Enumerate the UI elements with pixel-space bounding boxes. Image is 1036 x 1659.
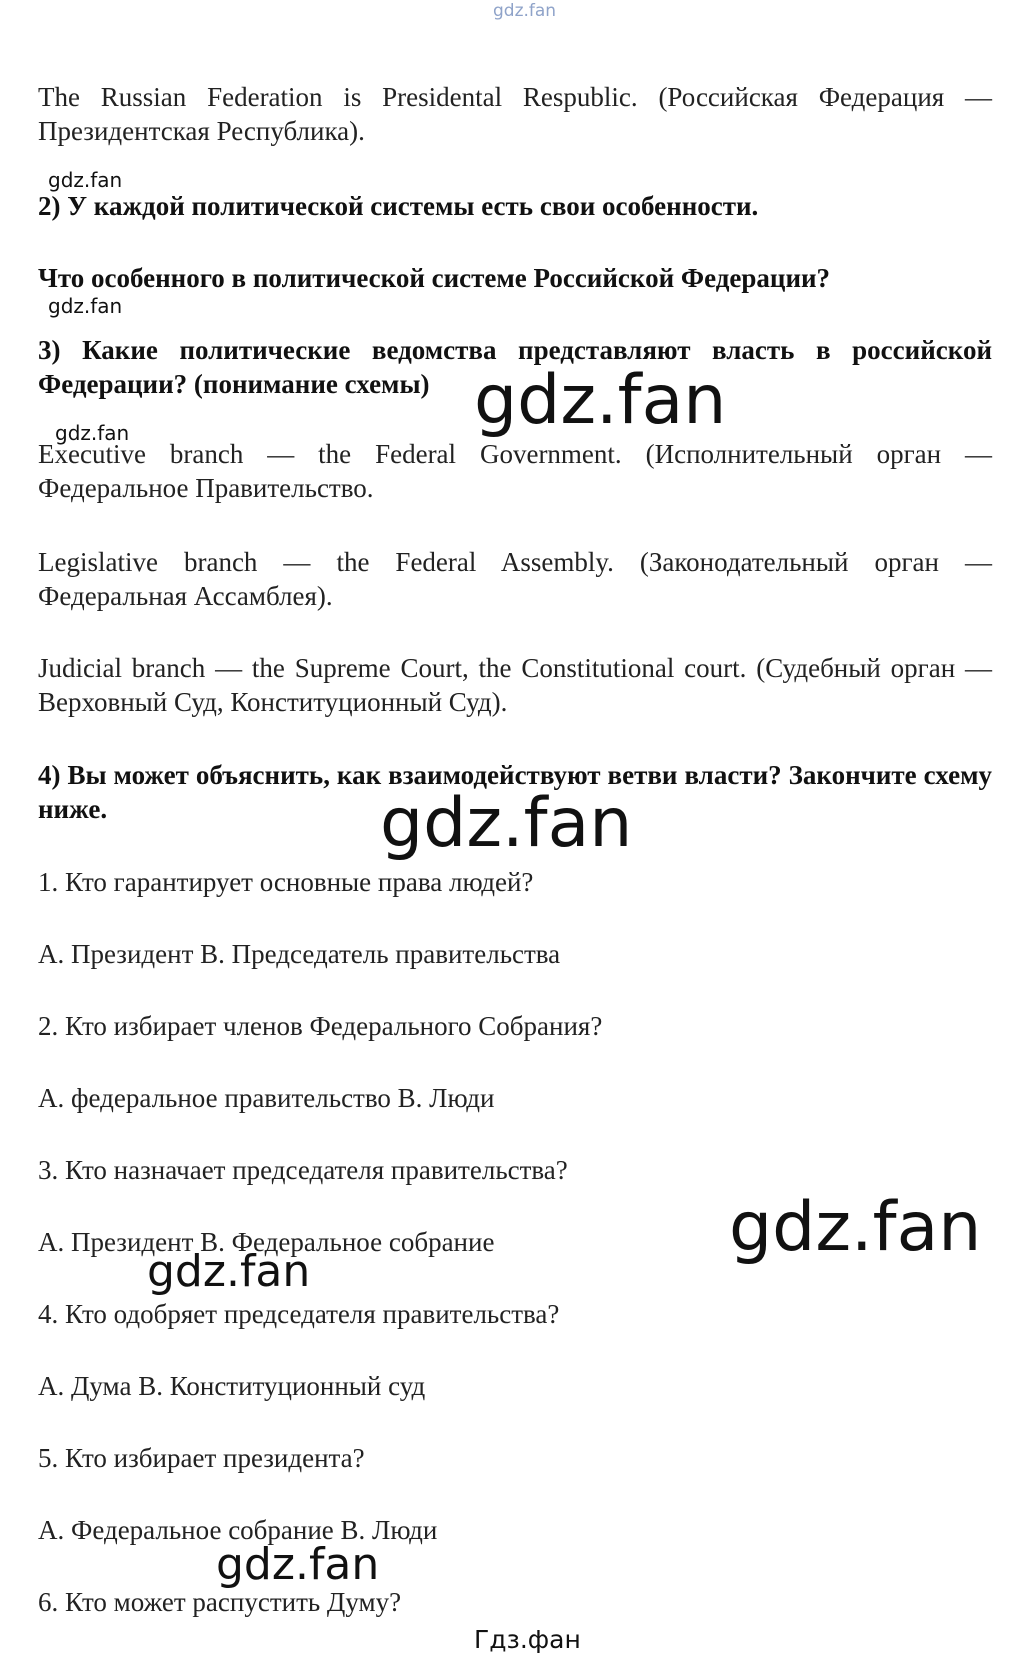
watermark-medium: gdz.fan xyxy=(147,1246,311,1297)
quiz-question-4: 4. Кто одобряет председателя правительства? xyxy=(38,1299,560,1329)
legislative-branch-text: Legislative branch — the Federal Assembly. (Законодательный орган — Федеральная Ассамблея). xyxy=(38,547,992,611)
watermark-large: gdz.fan xyxy=(474,361,727,440)
quiz-answer-4: A. Дума B. Конституционный суд xyxy=(38,1371,426,1401)
quiz-question-6: 6. Кто может распустить Думу? xyxy=(38,1587,402,1617)
header-watermark: gdz.fan xyxy=(493,1,557,21)
watermark-small: gdz.fan xyxy=(55,421,130,445)
question-2-heading: 2) У каждой политической системы есть свои особенности. xyxy=(38,191,759,221)
quiz-question-3: 3. Кто назначает председателя правительства? xyxy=(38,1155,568,1185)
watermark-large: gdz.fan xyxy=(380,784,633,863)
question-4-heading: 4) Вы может объяснить, как взаимодействуют ветви власти? Закончите схему ниже. xyxy=(38,760,992,824)
watermark-medium: gdz.fan xyxy=(216,1539,380,1590)
quiz-question-1: 1. Кто гарантирует основные права людей? xyxy=(38,867,534,897)
quiz-answer-2: A. федеральное правительство B. Люди xyxy=(38,1083,495,1113)
question-3-heading: 3) Какие политические ведомства представляют власть в российской Федерации? (понимание схемы) xyxy=(38,335,992,399)
watermark-large: gdz.fan xyxy=(729,1188,982,1267)
watermark-small: gdz.fan xyxy=(48,168,123,192)
quiz-question-5: 5. Кто избирает президента? xyxy=(38,1443,365,1473)
executive-branch-text: Executive branch — the Federal Government. (Исполнительный орган — Федеральное Правительство. xyxy=(38,439,992,503)
answer-paragraph-1: The Russian Federation is Presidental Respublic. (Российская Федерация — Президентская Республика). xyxy=(38,82,992,146)
question-2-subheading: Что особенного в политической системе Российской Федерации? xyxy=(38,263,831,293)
quiz-answer-1: A. Президент B. Председатель правительства xyxy=(38,939,561,969)
judicial-branch-text: Judicial branch — the Supreme Court, the Constitutional court. (Судебный орган — Верховный Суд, Конституционный Суд). xyxy=(38,653,992,717)
quiz-answer-5: A. Федеральное собрание B. Люди xyxy=(38,1515,438,1545)
footer-watermark: Гдз.фан xyxy=(474,1625,581,1654)
quiz-question-2: 2. Кто избирает членов Федерального Собрания? xyxy=(38,1011,603,1041)
quiz-answer-3: A. Президент B. Федеральное собрание xyxy=(38,1227,495,1257)
watermark-small: gdz.fan xyxy=(48,294,123,318)
